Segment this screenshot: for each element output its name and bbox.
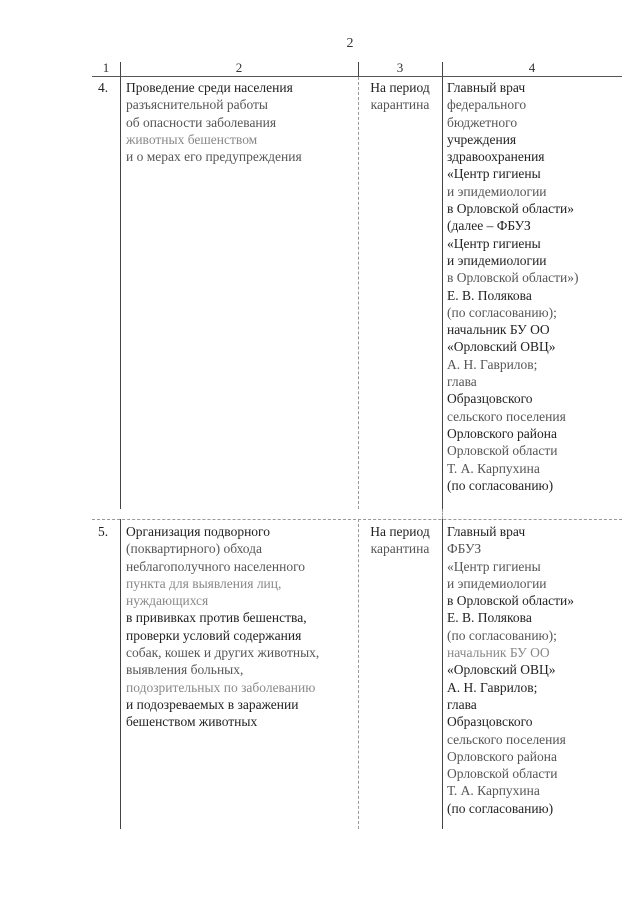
column-divider (442, 509, 444, 519)
responsible-line: в Орловской области» (447, 593, 574, 609)
column-divider (442, 77, 443, 509)
responsible-line: Т. А. Карпухина (447, 783, 540, 799)
responsible-line: Е. В. Полякова (447, 287, 532, 303)
column-divider (358, 519, 360, 829)
activity-line: пункта для выявления лиц, (126, 575, 282, 591)
activity-line: и подозреваемых в заражении (126, 696, 299, 712)
period-line: На период (370, 80, 430, 95)
activity-text (126, 79, 351, 165)
responsible-line: в Орловской области») (447, 270, 579, 286)
responsible-line: (по согласованию); (447, 304, 557, 320)
responsible-line: федерального (447, 97, 527, 113)
responsible-line: сельского поселения (447, 731, 566, 747)
responsible-line: начальник БУ ОО (447, 322, 550, 338)
responsible-text (447, 523, 617, 817)
activity-line: проверки условий содержания (126, 627, 302, 643)
period-text (364, 79, 436, 114)
responsible-line: бюджетного (447, 114, 518, 130)
responsible-line: Е. В. Полякова (447, 610, 532, 626)
responsible-line: Образцовского (447, 391, 533, 407)
activity-line: разъяснительной работы (126, 97, 268, 113)
header-col-3: 3 (396, 60, 404, 75)
activity-line: собак, кошек и других животных, (126, 645, 320, 661)
responsible-line: здравоохранения (447, 149, 545, 165)
row-number: 5. (98, 524, 109, 539)
page-number: 2 (346, 36, 354, 51)
activity-line: неблагополучного населенного (126, 558, 306, 574)
header-divider (120, 62, 121, 76)
period-line: На период (370, 524, 430, 539)
responsible-line: «Орловский ОВЦ» (447, 662, 556, 678)
responsible-line: сельского поселения (447, 408, 566, 424)
responsible-line: ФБУЗ (447, 541, 482, 557)
table-row (92, 77, 622, 509)
responsible-line: и эпидемиологии (447, 183, 547, 199)
responsible-line: Орловского района (447, 748, 557, 764)
table-row (92, 519, 622, 829)
activity-line: выявления больных, (126, 662, 244, 678)
activity-line: (поквартирного) обхода (126, 541, 263, 557)
responsible-line: и эпидемиологии (447, 575, 547, 591)
responsible-line: в Орловской области» (447, 201, 574, 217)
responsible-line: начальник БУ ОО (447, 645, 550, 661)
period-line: карантина (370, 97, 430, 113)
activity-line: нуждающихся (126, 593, 209, 609)
column-divider (358, 77, 360, 509)
responsible-text (447, 79, 617, 494)
responsible-line: глава (447, 374, 477, 390)
column-divider (120, 77, 121, 509)
activity-line: об опасности заболевания (126, 114, 277, 130)
header-col-1: 1 (102, 60, 110, 75)
responsible-line: «Центр гигиены (447, 235, 541, 251)
header-col-4: 4 (528, 60, 536, 75)
activity-line: бешенством животных (126, 714, 258, 730)
responsible-line: Главный врач (447, 80, 526, 95)
plan-table (92, 60, 622, 829)
responsible-line: Орловского района (447, 425, 557, 441)
activity-line: подозрительных по заболеванию (126, 679, 316, 695)
column-divider (442, 519, 443, 829)
column-divider (120, 519, 121, 829)
responsible-line: Т. А. Карпухина (447, 460, 540, 476)
responsible-line: и эпидемиологии (447, 252, 547, 268)
row-number: 4. (98, 80, 109, 95)
period-line: карантина (370, 541, 430, 557)
responsible-line: «Центр гигиены (447, 558, 541, 574)
activity-line: в прививках против бешенства, (126, 610, 307, 626)
header-col-2: 2 (235, 60, 243, 75)
header-divider (358, 62, 359, 76)
activity-line: Проведение среди населения (126, 80, 293, 95)
activity-text (126, 523, 351, 731)
responsible-line: «Орловский ОВЦ» (447, 339, 556, 355)
activity-line: животных бешенством (126, 131, 258, 147)
responsible-line: глава (447, 696, 477, 712)
responsible-line: А. Н. Гаврилов; (447, 679, 538, 695)
responsible-line: (по согласованию) (447, 800, 554, 816)
row-spacer (92, 509, 622, 519)
responsible-line: учреждения (447, 131, 517, 147)
responsible-line: (далее – ФБУЗ (447, 218, 531, 234)
responsible-line: «Центр гигиены (447, 166, 541, 182)
responsible-line: Образцовского (447, 714, 533, 730)
header-divider (442, 62, 443, 76)
responsible-line: А. Н. Гаврилов; (447, 356, 538, 372)
row-divider (92, 519, 622, 521)
responsible-line: Орловской области (447, 766, 558, 782)
responsible-line: (по согласованию); (447, 627, 557, 643)
responsible-line: (по согласованию) (447, 477, 554, 493)
activity-line: Организация подворного (126, 524, 270, 539)
period-text (364, 523, 436, 558)
activity-line: и о мерах его предупреждения (126, 149, 302, 165)
responsible-line: Главный врач (447, 524, 526, 539)
table-header (92, 60, 622, 77)
responsible-line: Орловской области (447, 443, 558, 459)
